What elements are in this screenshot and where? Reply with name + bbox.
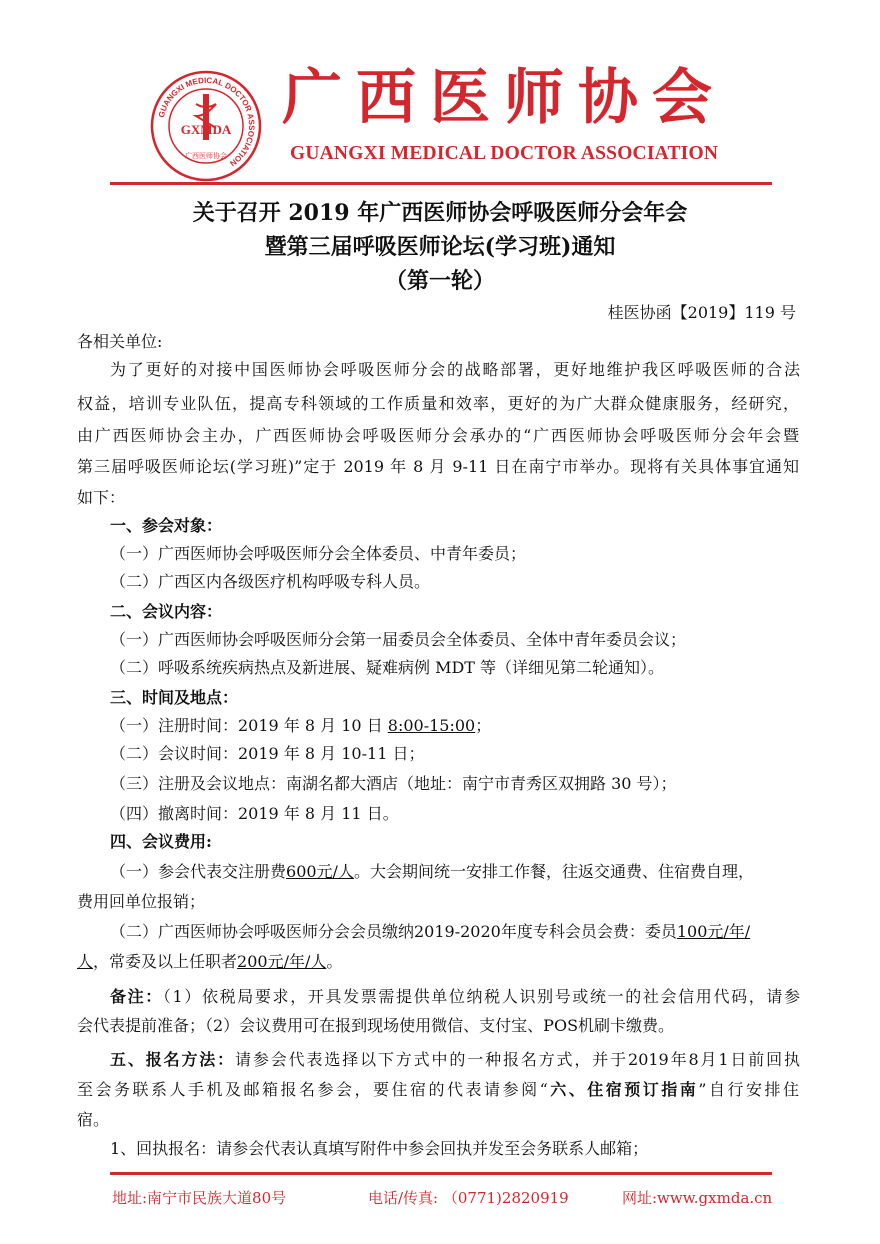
section-1-item-1: （一）广西医师协会呼吸医师分会全体委员、中青年委员； bbox=[110, 544, 527, 563]
lodging-guide-ref: 六、住宿预订指南 bbox=[547, 1080, 699, 1099]
section-5-text-2: 至会务联系人手机及邮箱报名参会，要住宿的代表请参阅“ bbox=[77, 1080, 548, 1099]
member-fee-text: （二）广西医师协会呼吸医师分会会员缴纳2019-2020年度专科会员会费：委员 bbox=[110, 922, 677, 941]
section-2-item-1: （一）广西医师协会呼吸医师分会第一届委员会全体委员、全体中青年委员会议； bbox=[110, 630, 687, 649]
member-fee: 100元/年/ bbox=[676, 922, 751, 941]
intro-line-1: 为了更好的对接中国医师协会呼吸医师分会的战略部署，更好地维护我区呼吸医师的合法 bbox=[110, 360, 800, 379]
section-5-line-3: 宿。 bbox=[77, 1110, 110, 1129]
section-5-item-1: 1、回执报名：请参会代表认真填写附件中参会回执并发至会务联系人邮箱； bbox=[110, 1139, 649, 1158]
section-3-heading: 三、时间及地点： bbox=[110, 688, 239, 707]
section-4-item-2 bbox=[110, 920, 750, 944]
section-4-item-2-cont bbox=[77, 950, 342, 974]
remark-line-2: 会代表提前准备；（2）会议费用可在报到现场使用微信、支付宝、POS机刷卡缴费。 bbox=[77, 1016, 675, 1035]
footer-address: 地址:南宁市民族大道80号 bbox=[112, 1189, 287, 1207]
title-line-1: 关于召开 2019 年广西医师协会呼吸医师分会年会 bbox=[192, 200, 688, 226]
section-5-text-3: ”自行安排住 bbox=[698, 1080, 799, 1099]
header-divider bbox=[110, 182, 772, 185]
intro-line-3: 由广西医师协会主办，广西医师协会呼吸医师分会承办的“广西医师协会呼吸医师分会年会暨 bbox=[77, 426, 799, 445]
section-4-item-1-cont: 费用回单位报销； bbox=[77, 892, 206, 911]
org-name-chinese: 广西医师协会 bbox=[282, 63, 726, 133]
intro-line-4: 第三届呼吸医师论坛(学习班)”定于 2019 年 8 月 9-11 日在南宁市举办。现将有关具体事宜通知 bbox=[77, 457, 799, 476]
remark-label: 备注： bbox=[110, 987, 163, 1006]
section-3-item-4: （四）撤离时间：2019 年 8 月 11 日。 bbox=[110, 804, 399, 823]
intro-line-5: 如下： bbox=[77, 488, 126, 507]
section-2-item-2: （二）呼吸系统疾病热点及新进展、疑难病例 MDT 等（详细见第二轮通知）。 bbox=[110, 658, 665, 677]
title-line-2: 暨第三届呼吸医师论坛(学习班)通知 bbox=[264, 234, 616, 260]
section-5-line-2 bbox=[77, 1078, 799, 1102]
fee-text-post: 。大会期间统一安排工作餐，往返交通费、住宿费自理， bbox=[353, 862, 754, 881]
association-seal-logo bbox=[150, 70, 262, 182]
section-3-item-3: （三）注册及会议地点：南湖名都大酒店（地址：南宁市青秀区双拥路 30 号）； bbox=[110, 774, 677, 793]
remark-line-1 bbox=[110, 985, 800, 1009]
section-5-line-1 bbox=[110, 1048, 800, 1072]
section-1-heading: 一、参会对象： bbox=[110, 516, 223, 535]
salutation: 各相关单位: bbox=[77, 332, 163, 351]
section-5-heading: 五、报名方法： bbox=[110, 1050, 236, 1069]
punctuation: 。 bbox=[326, 952, 343, 971]
footer-divider bbox=[110, 1172, 772, 1175]
document-number: 桂医协函【2019】119 号 bbox=[607, 303, 796, 322]
svg-text:GUANGXI MEDICAL DOCTOR ASSOCIA: GUANGXI MEDICAL DOCTOR ASSOCIATION bbox=[156, 75, 257, 168]
section-1-item-2: （二）广西区内各级医疗机构呼吸专科人员。 bbox=[110, 572, 431, 591]
registration-time: 8:00-15:00 bbox=[387, 716, 476, 735]
registration-date: （一）注册时间：2019 年 8 月 10 日 bbox=[110, 716, 388, 735]
org-name-english: GUANGXI MEDICAL DOCTOR ASSOCIATION bbox=[290, 143, 719, 164]
footer-phone: 电话/传真: （0771)2820919 bbox=[368, 1189, 569, 1207]
svg-text:GXMDA: GXMDA bbox=[180, 122, 232, 137]
section-2-heading: 二、会议内容： bbox=[110, 602, 223, 621]
section-3-item-2: （二）会议时间：2019 年 8 月 10-11 日； bbox=[110, 744, 425, 763]
svg-text:广西医师协会: 广西医师协会 bbox=[185, 152, 227, 160]
remark-text: （1）依税局要求，开具发票需提供单位纳税人识别号或统一的社会信用代码，请参 bbox=[162, 987, 800, 1006]
standing-member-fee: 200元/年/人 bbox=[237, 952, 327, 971]
section-4-heading: 四、会议费用: bbox=[110, 832, 212, 851]
punctuation: ； bbox=[475, 716, 492, 735]
fee-text: （一）参会代表交注册费 bbox=[110, 862, 287, 881]
section-3-item-1 bbox=[110, 714, 491, 738]
standing-member-text: ，常委及以上任职者 bbox=[93, 952, 238, 971]
intro-line-2: 权益，培训专业队伍，提高专科领域的工作质量和效率，更好的为广大群众健康服务，经研究， bbox=[77, 394, 799, 413]
footer-website: 网址:www.gxmda.cn bbox=[622, 1189, 773, 1207]
member-fee-cont: 人 bbox=[77, 952, 94, 971]
section-4-item-1 bbox=[110, 860, 754, 884]
section-5-text: 请参会代表选择以下方式中的一种报名方式，并于2019年8月1日前回执 bbox=[235, 1050, 800, 1069]
title-line-3: （第一轮） bbox=[384, 268, 495, 294]
registration-fee: 600元/人 bbox=[286, 862, 354, 881]
